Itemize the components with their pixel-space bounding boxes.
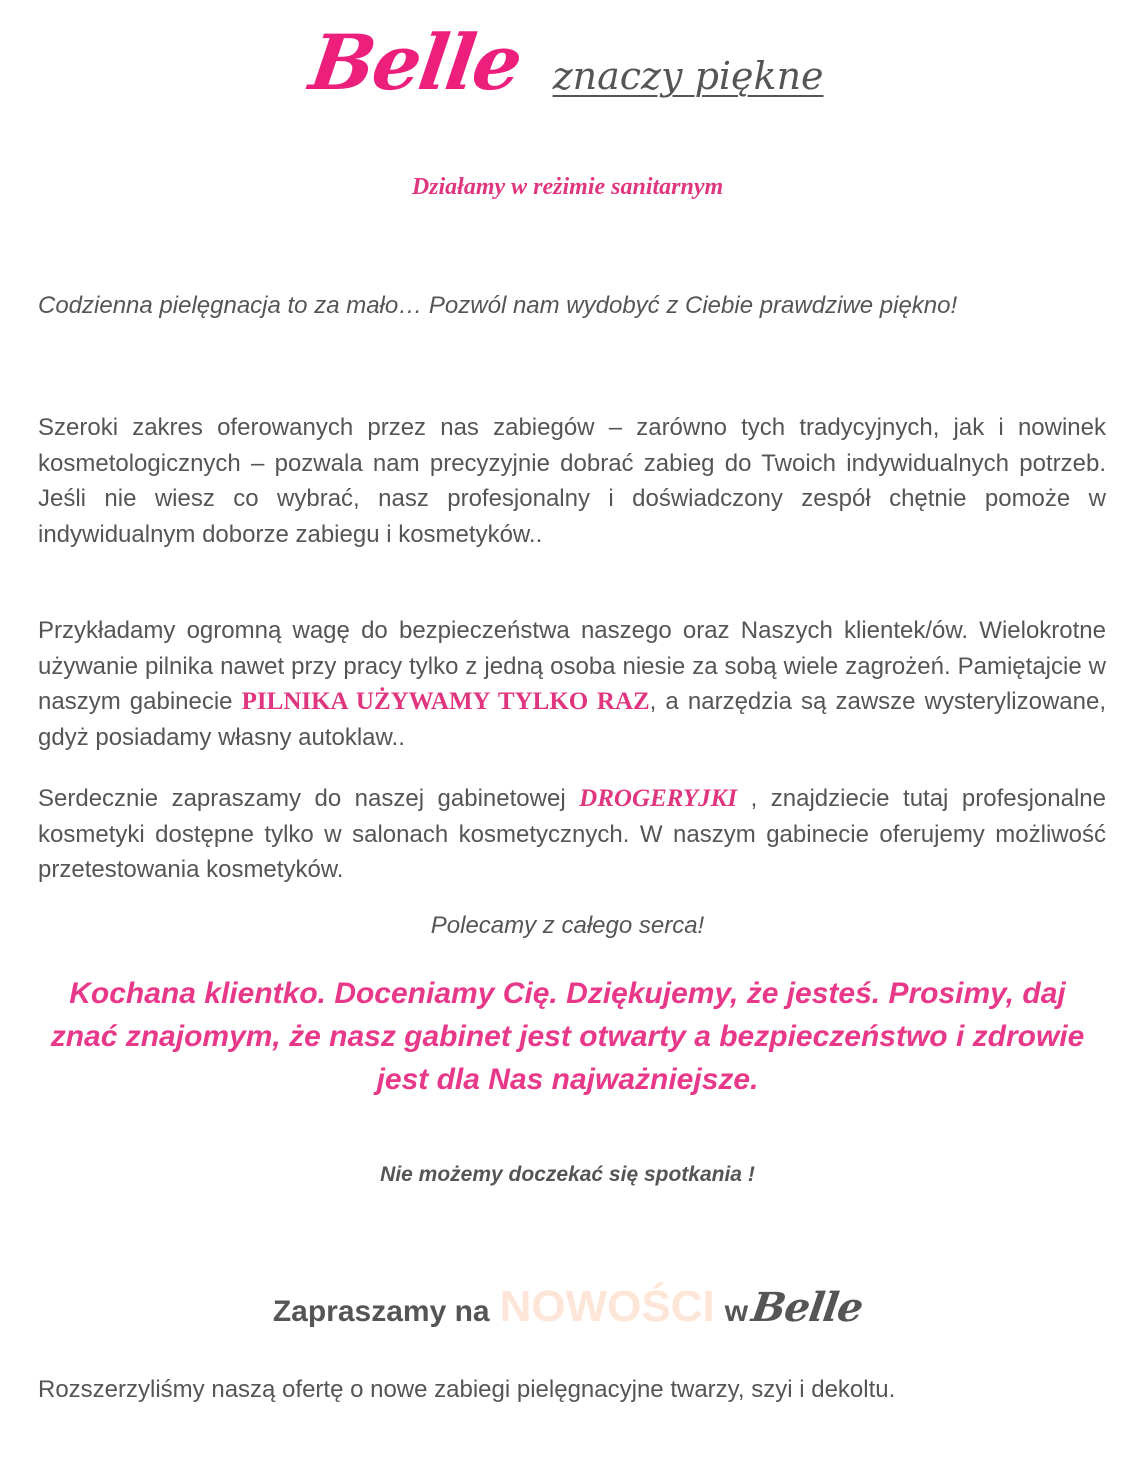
- sanitary-notice: Działamy w reżimie sanitarnym: [411, 174, 724, 200]
- paragraph-drugstore-text-2: , znajdziecie tutaj profesjonalne kosmetyki dostępne tylko w salonach kosmetycznych. W naszym gabinecie oferujemy możliwość przetestowania kosmetyków.: [38, 785, 1107, 883]
- news-belle-logo: Belle: [748, 1284, 866, 1331]
- thanks-message: Kochana klientko. Doceniamy Cię. Dziękujemy, że jesteś. Prosimy, daj znać znajomym, że nasz gabinet jest otwarty a bezpieczeństwo i zdrowie jest dla Nas najważniejsze.: [50, 977, 1085, 1096]
- meet-text: Nie możemy doczekać się spotkania !: [380, 1163, 755, 1186]
- drugstore-highlight: DROGERYJKI: [579, 785, 738, 812]
- paragraph-safety: [38, 613, 1106, 755]
- news-text: Rozszerzyliśmy naszą ofertę o nowe zabiegi pielęgnacyjne twarzy, szyi i dekoltu.: [38, 1376, 896, 1403]
- news-heading-in: w: [724, 1295, 749, 1328]
- news-heading-word: NOWOŚCI: [499, 1282, 715, 1331]
- recommend-text: Polecamy z całego serca!: [430, 912, 705, 939]
- paragraph-drugstore: [38, 781, 1106, 888]
- paragraph-safety-text-2: , a narzędzia są zawsze wysterylizowane, gdyż posiadamy własny autoklaw..: [38, 688, 1107, 751]
- intro-text: Codzienna pielęgnacja to za mało… Pozwól nam wydobyć z Ciebie prawdziwe piękno!: [38, 292, 958, 319]
- tagline: znaczy piękne: [552, 54, 824, 98]
- news-heading: [0, 1282, 1135, 1332]
- belle-logo: Belle: [305, 18, 527, 107]
- paragraph-drugstore-text-1: Serdecznie zapraszamy do naszej gabinetowej: [38, 785, 580, 812]
- paragraph-treatments: Szeroki zakres oferowanych przez nas zabiegów – zarówno tych tradycyjnych, jak i nowinek kosmetologicznych – pozwala nam precyzyjnie dobrać zabieg do Twoich indywidualnych potrzeb. Jeśli nie wiesz co wybrać, nasz profesjonalny i doświadczony zespół chętnie pomoże w indywidualnym doborze zabiegu i kosmetyków..: [38, 414, 1106, 548]
- file-once-highlight: PILNIKA UŻYWAMY TYLKO RAZ: [241, 688, 650, 715]
- paragraph-safety-text-1: Przykładamy ogromną wagę do bezpieczeństwa naszego oraz Naszych klientek/ów. Wielokrotne używanie pilnika nawet przy pracy tylko z jedną osoba niesie za sobą wiele zagrożeń. Pamiętajcie w naszym gabinecie: [38, 617, 1106, 715]
- header: [0, 18, 1135, 107]
- news-heading-prefix: Zapraszamy na: [272, 1295, 490, 1328]
